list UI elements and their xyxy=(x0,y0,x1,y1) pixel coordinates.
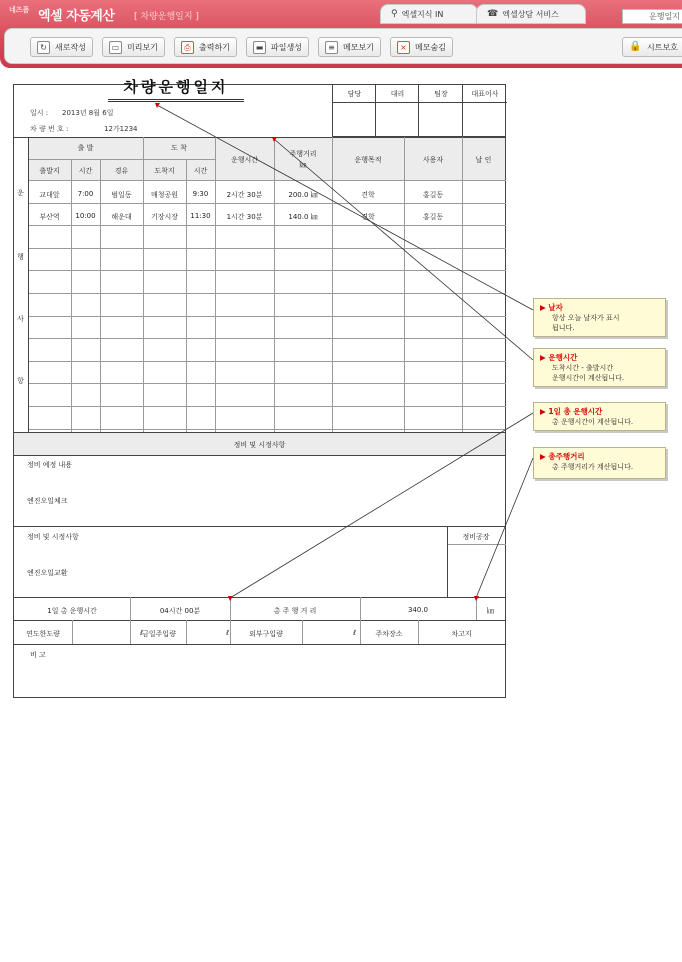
button-label: 출력하기 xyxy=(199,42,230,52)
brand-small-logo: 네즈폼 xyxy=(9,6,30,14)
button-label: 메모보기 xyxy=(343,42,374,52)
callout-body: 됩니다. xyxy=(552,324,575,332)
search-input[interactable]: 운행일지 xyxy=(622,9,682,24)
total-time-value: 04시간 00분 xyxy=(159,607,201,615)
col-distance-unit: ㎞ xyxy=(299,161,307,169)
cell-purpose[interactable]: 견학 xyxy=(361,213,375,221)
approval-label: 대표이사 xyxy=(471,90,499,98)
cell-dist[interactable]: 200.0 ㎞ xyxy=(288,191,318,199)
maint-shop-label: 정비공장 xyxy=(462,533,490,541)
close-icon: × xyxy=(397,41,410,54)
cell-purpose[interactable]: 견학 xyxy=(361,191,375,199)
col-run-time: 운행시간 xyxy=(230,156,259,164)
cell-arr-time[interactable]: 11:30 xyxy=(190,212,211,220)
cell-arr[interactable]: 매청공원 xyxy=(150,191,179,199)
side-label: 운 xyxy=(17,189,24,197)
side-label: 행 xyxy=(17,253,24,261)
col-user: 사용자 xyxy=(422,156,444,164)
fuel-saving-label: 연도한도량 xyxy=(26,630,60,638)
callout-title-text: 총주행거리 xyxy=(548,452,585,461)
col-arr-time: 시간 xyxy=(193,167,208,175)
button-label: 시트보호 xyxy=(647,42,678,52)
button-label: 파일생성 xyxy=(271,42,302,52)
col-sign: 날 인 xyxy=(475,156,492,164)
cell-arr[interactable]: 기장시장 xyxy=(150,213,179,221)
arrow-run-time xyxy=(274,139,533,360)
cell-dep-time[interactable]: 10:00 xyxy=(75,212,96,220)
callout-title: ▶ 운행시간 xyxy=(540,353,578,362)
col-departure: 출 발 xyxy=(77,144,94,152)
marker-icon xyxy=(228,596,233,601)
parking-label: 주차장소 xyxy=(375,630,403,638)
cell-via[interactable]: 범일동 xyxy=(111,191,132,199)
brand-title: 엑셀 자동계산 xyxy=(38,9,115,24)
remarks-label: 비 고 xyxy=(30,651,46,659)
side-label: 사 xyxy=(17,315,24,323)
callout-title-text: 1일 총 운행시간 xyxy=(548,407,603,416)
approval-label: 담당 xyxy=(347,90,362,98)
phone-icon: ☎ xyxy=(487,9,499,19)
cell-arr-time[interactable]: 9:30 xyxy=(192,190,209,198)
marker-icon xyxy=(155,103,160,108)
tab-label: 엑셀상담 서비스 xyxy=(502,9,559,19)
cell-dep-time[interactable]: 7:00 xyxy=(77,190,94,198)
callout-title: ▶ 총주행거리 xyxy=(540,452,585,461)
maint-done-value[interactable]: 엔진오일교환 xyxy=(27,569,68,577)
col-distance: 주행거리 xyxy=(289,150,317,158)
approval-label: 팀장 xyxy=(434,90,448,98)
col-purpose: 운행목적 xyxy=(354,156,382,164)
marker-icon xyxy=(474,596,479,601)
col-arr-place: 도착지 xyxy=(154,167,175,175)
monitor-icon: ▭ xyxy=(109,41,122,54)
total-dist-value: 340.0 xyxy=(407,606,429,614)
callout-body: 항상 오늘 날자가 표시 xyxy=(552,314,620,322)
col-via: 경유 xyxy=(114,167,129,175)
callout-title-text: 운행시간 xyxy=(548,353,578,362)
today-fuel-label: 금일주입량 xyxy=(142,630,176,638)
tab-label: 엑셀지식 IN xyxy=(401,9,444,19)
lock-icon: 🔒 xyxy=(629,40,642,52)
fuel-unit: ℓ xyxy=(353,629,356,637)
folder-icon: ▬ xyxy=(253,41,266,54)
vehicle-number[interactable]: 12가1234 xyxy=(104,125,138,133)
refresh-icon: ↻ xyxy=(37,41,50,54)
cell-dist[interactable]: 140.0 ㎞ xyxy=(288,213,318,221)
cell-run: 2시간 30분 xyxy=(226,191,263,199)
page-subtitle: [ 차량운행일지 ] xyxy=(134,12,199,22)
callout-body: 도착시간 - 출발시간 xyxy=(552,364,614,372)
arrow-date xyxy=(157,105,533,310)
callout-body: 총 주행거리가 계산됩니다. xyxy=(552,463,634,471)
page-title: 차량운행일지 xyxy=(108,76,244,102)
parking-value[interactable]: 차고지 xyxy=(451,630,472,638)
outside-fuel-label: 외부구입량 xyxy=(249,630,283,638)
maint-header: 정비 및 시정사항 xyxy=(233,441,286,449)
col-dep-place: 출발지 xyxy=(39,167,60,175)
side-label: 항 xyxy=(17,377,24,385)
maint-done-label: 정비 및 시정사항 xyxy=(27,533,79,541)
callout-body: 운행시간이 계산됩니다. xyxy=(552,374,625,382)
cell-user[interactable]: 홍길동 xyxy=(422,191,444,199)
total-dist-label: 총 주 행 거 리 xyxy=(273,607,317,615)
approval-label: 대리 xyxy=(390,90,405,98)
fuel-unit: ℓ xyxy=(226,629,229,637)
maint-plan-label: 정비 예정 내용 xyxy=(27,461,73,469)
col-dep-time: 시간 xyxy=(78,167,93,175)
maint-plan-value[interactable]: 엔진오일체크 xyxy=(27,497,68,505)
cell-dep[interactable]: 부산역 xyxy=(39,213,60,221)
date-label: 일시 : xyxy=(30,109,49,117)
callout-title-text: 날자 xyxy=(548,303,563,312)
vehicle-label: 차 량 번 호 : xyxy=(30,125,69,133)
cell-dep[interactable]: 교대앞 xyxy=(39,191,60,199)
callout-title: ▶ 날자 xyxy=(540,303,563,312)
print-icon: ⎙ xyxy=(181,41,194,54)
col-arrival: 도 착 xyxy=(171,144,187,152)
callout-body: 총 운행시간이 계산됩니다. xyxy=(552,418,634,426)
fuel-unit: ℓ xyxy=(140,629,143,637)
total-time-label: 1일 총 운행시간 xyxy=(47,607,97,615)
callout-title: ▶ 1일 총 운행시간 xyxy=(540,407,603,416)
total-dist-unit: ㎞ xyxy=(487,607,494,615)
cell-via[interactable]: 해운대 xyxy=(111,213,132,221)
arrow-total-distance xyxy=(476,458,533,598)
date-value[interactable]: 2013년 8월 6일 xyxy=(62,109,114,117)
button-label: 메모숨김 xyxy=(415,42,446,52)
memo-icon: ≡ xyxy=(325,41,338,54)
cell-run: 1시간 30분 xyxy=(226,213,263,221)
location-pin-icon: ⚲ xyxy=(391,9,398,19)
button-label: 미리보기 xyxy=(127,42,158,52)
cell-user[interactable]: 홍길동 xyxy=(422,213,444,221)
button-label: 새로작성 xyxy=(55,42,86,52)
